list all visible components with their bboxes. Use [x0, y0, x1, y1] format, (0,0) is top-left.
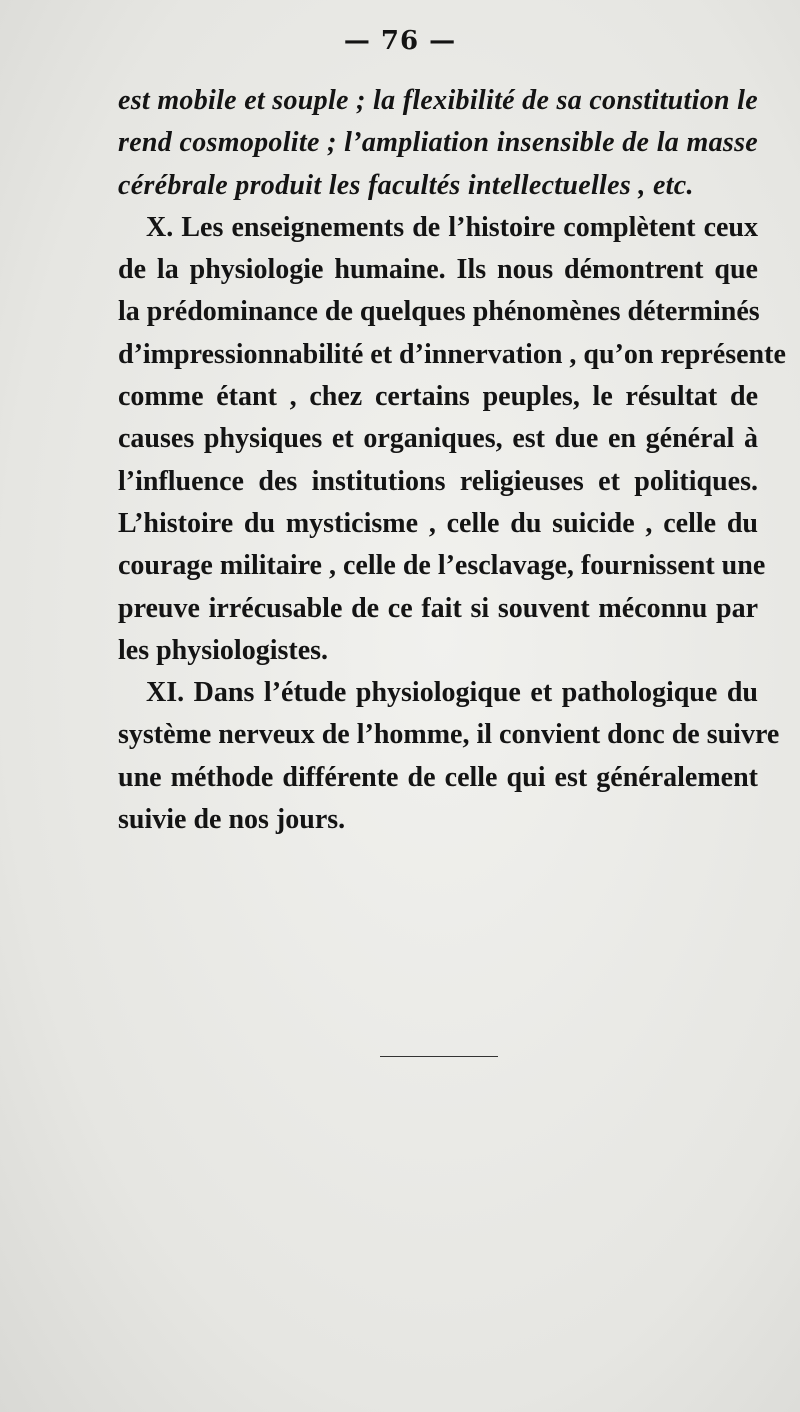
- text-line-9: causes physiques et organiques, est due en général à: [118, 423, 758, 455]
- text-line-17: une méthode différente de celle qui est généralement: [118, 761, 758, 793]
- text-line-15: XI. Dans l’étude physiologique et pathologique du: [146, 677, 758, 709]
- text-line-5: de la physiologie humaine. Ils nous démontrent que: [118, 254, 758, 286]
- text-line-16: système nerveux de l’homme, il convient donc de suivre: [118, 719, 780, 751]
- section-end-rule: [380, 1056, 498, 1057]
- text-line-11: L’histoire du mysticisme , celle du suicide , celle du: [118, 507, 758, 539]
- text-line-8: comme étant , chez certains peuples, le résultat de: [118, 381, 758, 413]
- text-line-1: est mobile et souple ; la flexibilité de sa constitution le: [118, 85, 758, 116]
- text-line-4: X. Les enseignements de l’histoire complètent ceux: [146, 211, 758, 243]
- page-number: — 76 —: [343, 26, 457, 56]
- text-line-13: preuve irrécusable de ce fait si souvent méconnu par: [118, 592, 758, 624]
- text-line-7: d’impressionnabilité et d’innervation , qu’on représente: [118, 338, 786, 370]
- text-line-6: la prédominance de quelques phénomènes déterminés: [118, 296, 760, 328]
- text-line-10: l’influence des institutions religieuses et politiques.: [118, 465, 758, 497]
- text-line-3: cérébrale produit les facultés intellectuelles , etc.: [118, 169, 694, 201]
- text-line-12: courage militaire , celle de l’esclavage, fournissent une: [118, 550, 766, 582]
- text-line-14: les physiologistes.: [118, 634, 329, 666]
- text-line-2: rend cosmopolite ; l’ampliation insensible de la masse: [118, 127, 758, 159]
- body-text: [118, 80, 786, 841]
- text-line-18: suivie de nos jours.: [118, 804, 346, 836]
